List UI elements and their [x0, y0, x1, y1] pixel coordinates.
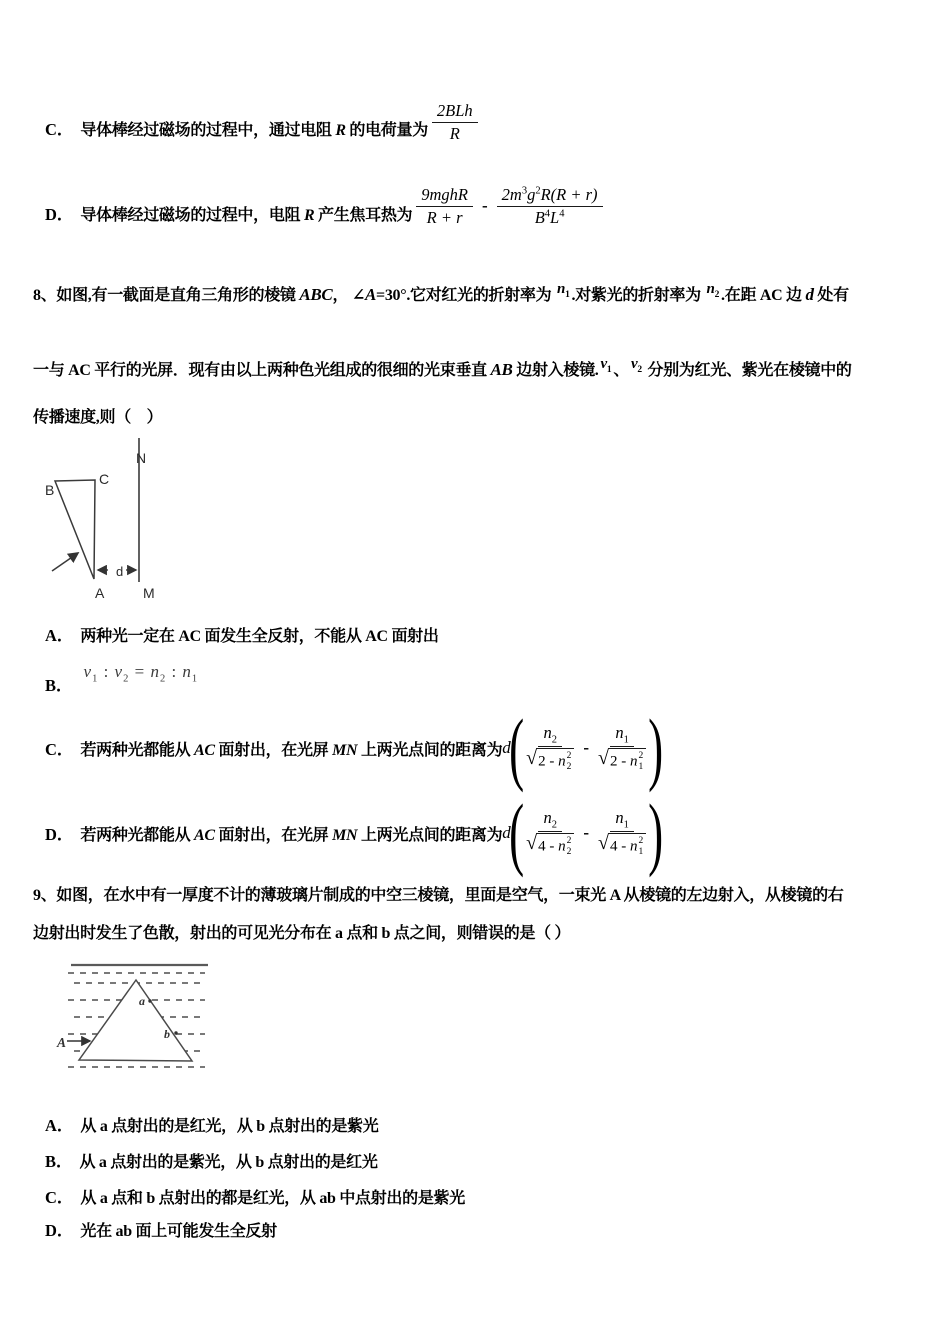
option-label: D． — [45, 1221, 74, 1240]
minus-sign: - — [583, 738, 590, 757]
fraction-2-numerator: $2m^3g^2R(R + r)$ — [497, 185, 603, 207]
q8-option-d — [45, 787, 664, 878]
q9-option-b — [45, 1148, 378, 1172]
minus-sign: - — [583, 823, 590, 842]
left-paren: ( — [508, 702, 524, 793]
ratio-formula: $v_1$ : $v_2 = n_2$ : $n_1$ — [83, 662, 199, 685]
denominator: √ 2 - n 2 1 — [598, 747, 646, 773]
point-b-dot — [174, 1031, 177, 1034]
question-9-line-2: 边射出时发生了色散，射出的可见光分布在 a 点和 b 点之间，则错误的是（ ） — [33, 925, 571, 942]
question-8-line-3: 传播速度,则（ ） — [33, 409, 163, 426]
option-label: B． — [45, 1152, 73, 1171]
option-label: D． — [45, 205, 74, 224]
water-prism-diagram — [53, 948, 225, 1078]
label-a: a — [139, 994, 145, 1008]
label-N: N — [136, 450, 147, 466]
q8-option-a — [45, 622, 439, 646]
question-8-line-1: 8、如图,有一截面是直角三角形的棱镜 ABC， ∠A=30°.它对红光的折射率为 $n_1$ .对紫光的折射率为 $n_2$ .在距 AC 边 d 处有 — [33, 281, 849, 304]
question-9-line-1: 9、如图，在水中有一厚度不计的薄玻璃片制成的中空三棱镜，里面是空气，一束光 A 从棱镜的左边射入，从棱镜的右 — [33, 887, 844, 904]
label-M: M — [143, 585, 155, 601]
option-text: 导体棒经过磁场的过程中，通过电阻 R 的电荷量为 — [80, 121, 428, 139]
option-label: D． — [45, 825, 74, 844]
option-text: 导体棒经过磁场的过程中，电阻 R 产生焦耳热为 — [80, 206, 413, 224]
fraction-charge: $\frac{\text{2BLh}}{R}$ — [432, 101, 478, 144]
minus-sign: - — [481, 196, 488, 215]
question-8-line-2: 一与 AC 平行的光屏．现有由以上两种色光组成的很细的光束垂直 AB 边射入棱镜. $v_1$ 、 $v_2$ 分别为红光、紫光在棱镜中的 — [33, 356, 852, 379]
q9-option-a — [45, 1112, 378, 1136]
option-text: 从 a 点射出的是紫光，从 b 点射出的是红光 — [79, 1153, 378, 1171]
option-label: A． — [45, 1116, 74, 1135]
q9-option-d — [45, 1217, 277, 1241]
label-C: C — [99, 471, 110, 487]
denominator: √ 4 - n 2 2 — [526, 832, 574, 858]
right-paren: ) — [648, 702, 664, 793]
fraction-2-denominator: $B^4L^4$ — [534, 207, 565, 227]
prism-screen-diagram — [36, 432, 176, 607]
option-label: C． — [45, 120, 74, 139]
option-text: 从 a 点和 b 点射出的都是红光，从 ab 中点射出的是紫光 — [80, 1189, 465, 1207]
fraction-n1 — [598, 808, 646, 858]
option-text: 从 a 点射出的是红光，从 b 点射出的是紫光 — [80, 1117, 379, 1135]
hollow-prism-triangle — [79, 980, 192, 1061]
option-label: C． — [45, 740, 74, 759]
q7-option-c — [45, 100, 482, 156]
denominator: √ 4 - n 2 1 — [598, 832, 646, 858]
q7-option-d — [45, 182, 607, 244]
label-d: d — [116, 564, 124, 579]
n2-variable: $n_2$ — [706, 281, 720, 300]
d-variable: d — [502, 823, 511, 842]
right-paren: ) — [648, 787, 664, 878]
option-label: A． — [45, 626, 74, 645]
q9-option-c — [45, 1184, 465, 1208]
q8-option-c — [45, 702, 664, 793]
numerator: $n_1$ — [610, 723, 634, 747]
option-text: 若两种光都能从 AC 面射出，在光屏 MN 上两光点间的距离为 — [80, 741, 503, 759]
heat-formula — [412, 185, 606, 228]
numerator: $n_1$ — [610, 808, 634, 832]
denominator: √ 2 - n 2 2 — [526, 747, 574, 773]
incident-ray-arrow — [52, 553, 78, 571]
point-a-dot — [148, 999, 151, 1002]
fraction-n2 — [526, 808, 574, 858]
v2-variable: $v_2$ — [631, 356, 642, 375]
left-paren: ( — [508, 787, 524, 878]
d-variable: d — [502, 738, 511, 757]
label-A: A — [95, 585, 105, 601]
option-label: C． — [45, 1188, 74, 1207]
numerator: $n_2$ — [538, 723, 562, 747]
n1-variable: $n_1$ — [557, 281, 570, 300]
option-label: B． — [45, 676, 73, 695]
label-A: A — [57, 1035, 67, 1050]
label-B: B — [45, 482, 55, 498]
v1-variable: $v_1$ — [600, 356, 612, 375]
fraction-2 — [497, 185, 603, 228]
option-text: 若两种光都能从 AC 面射出，在光屏 MN 上两光点间的距离为 — [80, 826, 503, 844]
option-text: 光在 ab 面上可能发生全反射 — [80, 1222, 277, 1240]
fraction-1: $\frac{\text{9mghR}}{R + r}$ — [416, 185, 473, 228]
fraction-n2 — [526, 723, 574, 773]
numerator: $n_2$ — [538, 808, 562, 832]
q8-option-b — [45, 658, 199, 695]
label-b: b — [164, 1027, 170, 1041]
fraction-n1 — [598, 723, 646, 773]
option-text: 两种光一定在 AC 面发生全反射，不能从 AC 面射出 — [80, 627, 439, 645]
